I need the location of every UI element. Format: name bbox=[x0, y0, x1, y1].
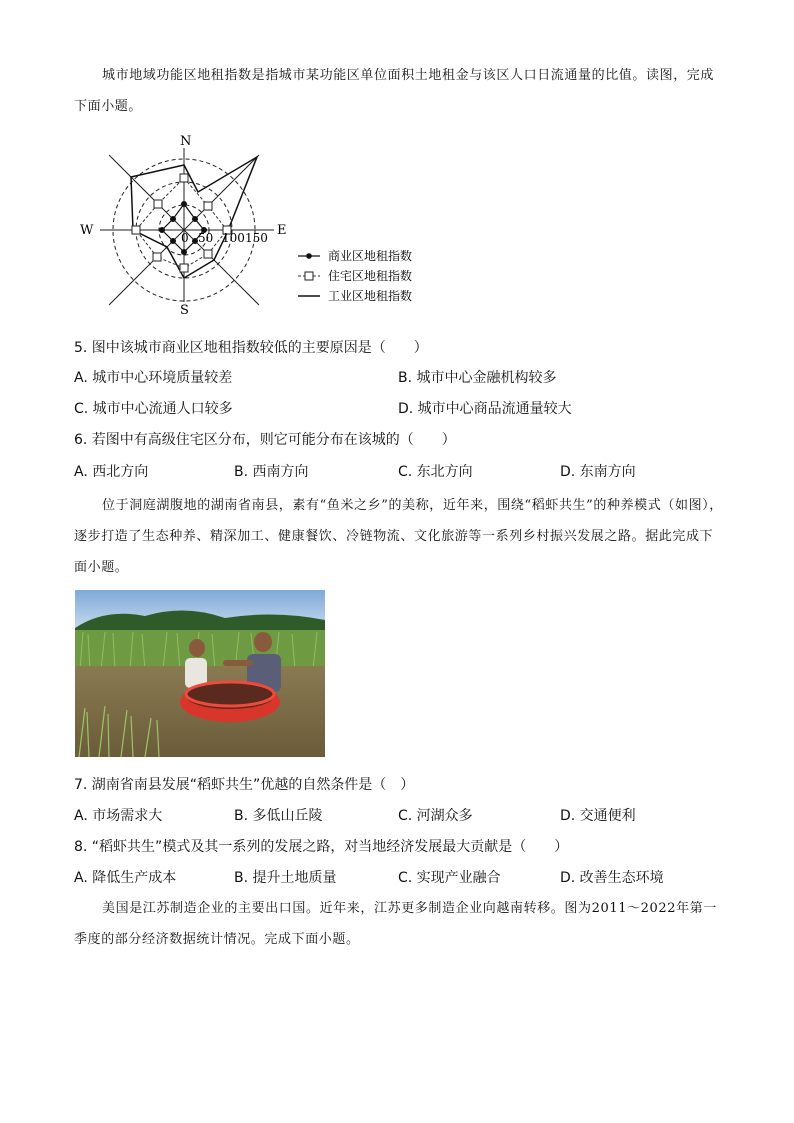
question-5-stem: 5. 图中该城市商业区地租指数较低的主要原因是（ ） bbox=[74, 340, 428, 356]
question-6-option-d[interactable]: D. 东南方向 bbox=[560, 464, 636, 480]
label-south: S bbox=[180, 303, 189, 315]
question-7-option-c[interactable]: C. 河湖众多 bbox=[398, 808, 473, 824]
question-6-option-b[interactable]: B. 西南方向 bbox=[234, 464, 309, 480]
photo-illustration bbox=[75, 590, 325, 757]
label-east: E bbox=[277, 223, 287, 238]
question-6-stem: 6. 若图中有高级住宅区分布，则它可能分布在该城的（ ） bbox=[74, 432, 456, 448]
rent-index-diagram bbox=[74, 130, 434, 315]
passage-1: 城市地域功能区地租指数是指城市某功能区单位面积土地租金与该区人口日流通量的比值。读图，完成下面小题。 bbox=[74, 68, 715, 114]
label-north: N bbox=[180, 134, 192, 149]
question-6-option-a[interactable]: A. 西北方向 bbox=[74, 464, 149, 480]
legend-commercial: 商业区地租指数 bbox=[328, 249, 413, 263]
residential-line bbox=[136, 178, 227, 268]
question-8-option-b[interactable]: B. 提升土地质量 bbox=[234, 870, 337, 886]
label-west: W bbox=[80, 223, 94, 238]
question-7-stem: 7. 湖南省南县发展“稻虾共生”优越的自然条件是（ ） bbox=[74, 777, 415, 793]
passage-3: 美国是江苏制造企业的主要出口国。近年来，江苏更多制造企业向越南转移。图为2011～2022年第一季度的部分经济数据统计情况。完成下面小题。 bbox=[74, 901, 717, 947]
residential-markers bbox=[132, 174, 231, 272]
passage-2: 位于洞庭湖腹地的湖南省南县，素有“鱼米之乡”的美称，近年来，围绕“稻虾共生”的种养模式（如图），逐步打造了生态种养、精深加工、健康餐饮、冷链物流、文化旅游等一系列乡村振兴发展之路。据此完成下面小题。 bbox=[74, 498, 723, 575]
question-7-option-b[interactable]: B. 多低山丘陵 bbox=[234, 808, 323, 824]
tick-150: 150 bbox=[245, 231, 268, 245]
question-8-option-c[interactable]: C. 实现产业融合 bbox=[398, 870, 501, 886]
rice-crayfish-photo bbox=[75, 590, 325, 757]
question-5-option-d[interactable]: D. 城市中心商品流通量较大 bbox=[398, 401, 572, 417]
question-5-option-a[interactable]: A. 城市中心环境质量较差 bbox=[74, 370, 233, 386]
tick-0: 0 bbox=[181, 231, 189, 245]
legend-residential: 住宅区地租指数 bbox=[328, 269, 413, 283]
tick-50: 50 bbox=[198, 231, 214, 245]
question-5-option-c[interactable]: C. 城市中心流通人口较多 bbox=[74, 401, 233, 417]
legend-industrial: 工业区地租指数 bbox=[328, 289, 413, 303]
question-6-option-c[interactable]: C. 东北方向 bbox=[398, 464, 473, 480]
question-5-option-b[interactable]: B. 城市中心金融机构较多 bbox=[398, 370, 557, 386]
question-8-option-a[interactable]: A. 降低生产成本 bbox=[74, 870, 177, 886]
tick-100: 100 bbox=[222, 231, 245, 245]
question-8-option-d[interactable]: D. 改善生态环境 bbox=[560, 870, 664, 886]
question-8-stem: 8. “稻虾共生”模式及其一系列的发展之路，对当地经济发展最大贡献是（ ） bbox=[74, 839, 569, 855]
legend bbox=[298, 248, 412, 303]
question-7-option-d[interactable]: D. 交通便利 bbox=[560, 808, 636, 824]
question-7-option-a[interactable]: A. 市场需求大 bbox=[74, 808, 163, 824]
